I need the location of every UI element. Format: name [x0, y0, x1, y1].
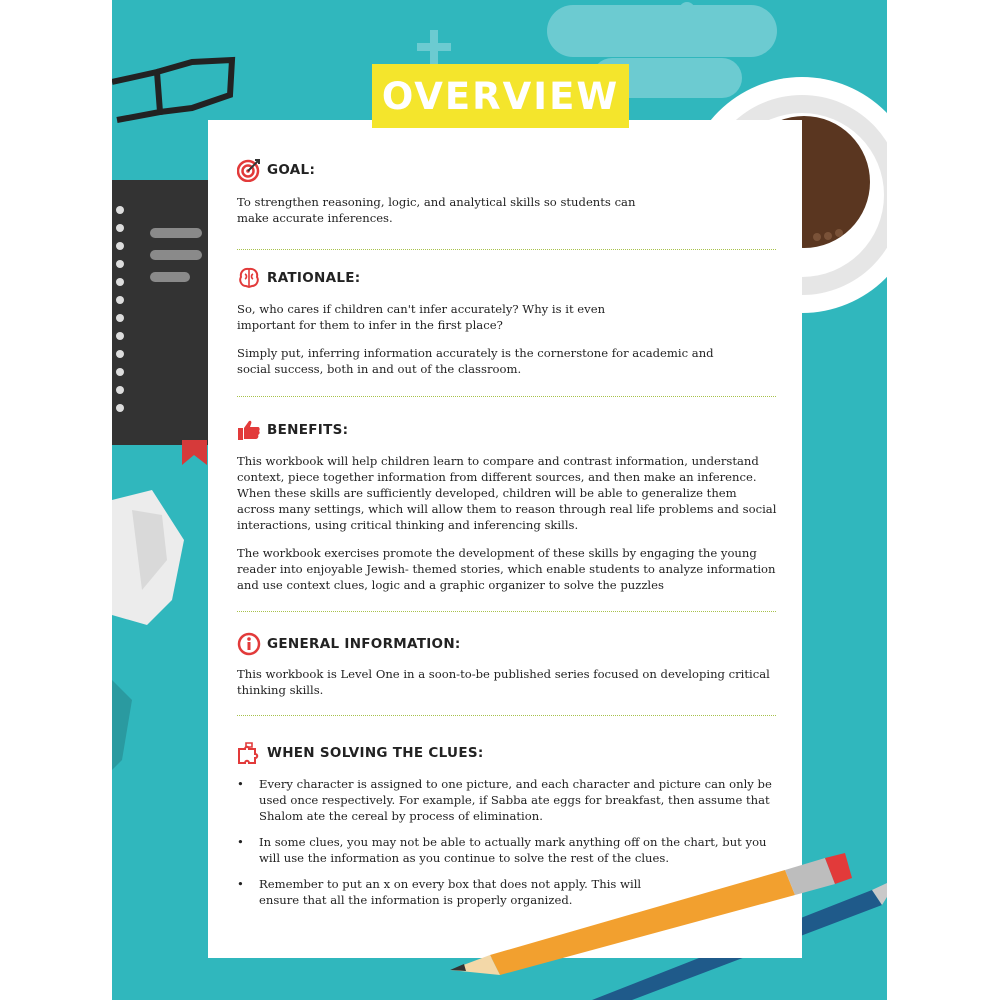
cloud-shape — [547, 5, 777, 57]
general-information-heading-label: GENERAL INFORMATION: — [267, 636, 461, 652]
section-divider — [237, 396, 776, 397]
brain-icon — [237, 266, 261, 290]
info-icon — [237, 632, 261, 656]
benefits-text-2: The workbook exercises promote the development of these skills by engaging the young reader into enjoyable Jewish- themed stories, which enable students to analyze information and use context clues, logic and a graphic organizer to solve the puzzles — [237, 546, 776, 592]
clue-bullet-text: Every character is assigned to one picture, and each character and picture can only be used once respectively. For example, if Sabba ate eggs for breakfast, then assume that Shalom ate the cereal by process of elimination. — [259, 777, 772, 823]
general-information-heading — [237, 632, 461, 656]
rationale-text-1: So, who cares if children can't infer accurately? Why is it even important for them to infer in the first place? — [237, 302, 606, 332]
benefits-text-1: This workbook will help children learn to compare and contrast information, understand context, piece together information from different sources, and then make an inference. When these skills are sufficiently developed, children will be able to generalize them across many settings, which will allow them to reason through real life problems and social interactions, using critical thinking and inferencing skills. — [237, 454, 777, 532]
solving-clues-heading — [237, 741, 484, 765]
glasses-illustration — [112, 60, 232, 120]
rationale-heading-label: RATIONALE: — [267, 270, 361, 286]
section-divider — [237, 249, 776, 250]
clue-bullet-text: In some clues, you may not be able to actually mark anything off on the chart, but you will use the information as you continue to solve the rest of the clues. — [259, 835, 767, 865]
list-item: • Every character is assigned to one picture, and each character and picture can only be used once respectively. For example, if Sabba ate eggs for breakfast, then assume that Shalom ate the cereal by process of elimination. — [237, 777, 772, 823]
dot-shape — [679, 2, 695, 18]
page-title: OVERVIEW — [381, 74, 620, 118]
goal-text: To strengthen reasoning, logic, and analytical skills so students can make accurate inferences. — [237, 195, 636, 225]
notebook-illustration — [112, 180, 217, 465]
goal-heading — [237, 158, 315, 182]
clues-list — [237, 776, 777, 918]
section-divider — [237, 715, 776, 716]
target-icon — [237, 158, 261, 182]
benefits-heading — [237, 418, 348, 442]
title-banner — [372, 64, 629, 128]
benefits-heading-label: BENEFITS: — [267, 422, 349, 438]
rationale-heading — [237, 266, 360, 290]
rationale-text-2: Simply put, inferring information accurately is the cornerstone for academic and social success, both in and out of the classroom. — [237, 346, 714, 376]
clue-bullet-text: Remember to put an x on every box that does not apply. This will ensure that all the information is properly organized. — [259, 877, 642, 907]
puzzle-icon — [237, 741, 261, 765]
list-item: • Remember to put an x on every box that does not apply. This will ensure that all the information is properly organized. — [237, 877, 642, 907]
list-item: • In some clues, you may not be able to actually mark anything off on the chart, but you will use the information as you continue to solve the rest of the clues. — [237, 835, 767, 865]
goal-heading-label: GOAL: — [267, 162, 316, 178]
solving-clues-heading-label: WHEN SOLVING THE CLUES: — [267, 745, 484, 761]
thumbs-up-icon — [237, 418, 261, 442]
section-divider — [237, 611, 776, 612]
general-information-text: This workbook is Level One in a soon-to-be published series focused on developing critical thinking skills. — [237, 667, 770, 697]
